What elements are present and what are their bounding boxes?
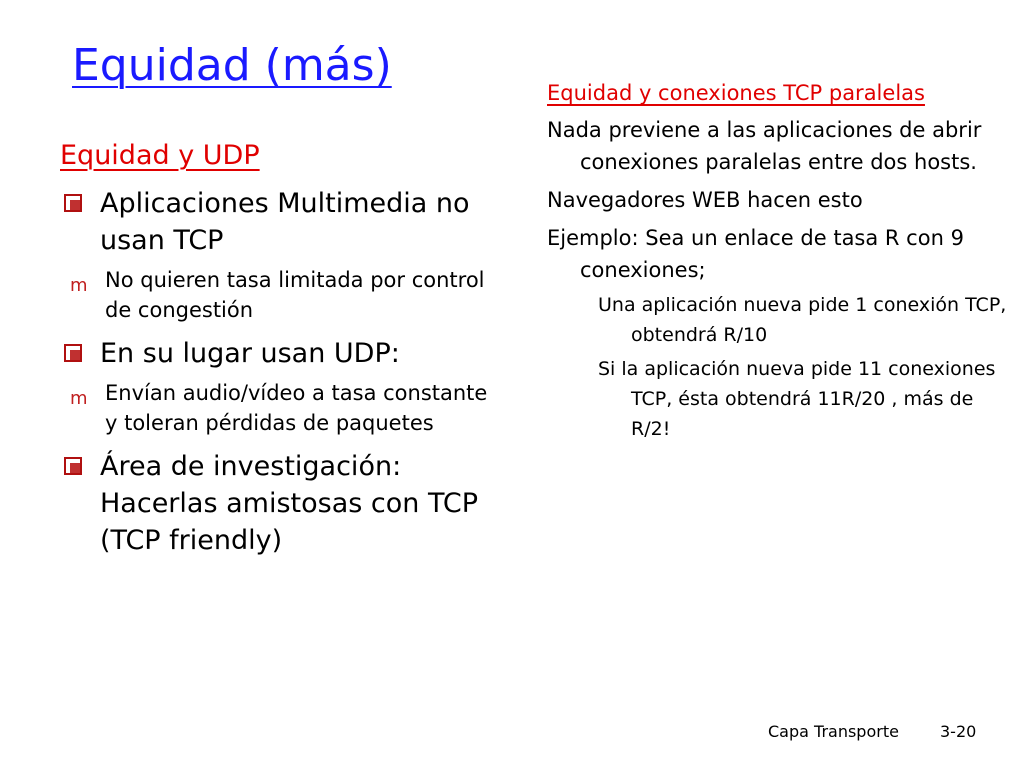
sub-bullet-text: No quieren tasa limitada por control de congestión: [105, 268, 485, 322]
square-bullet-icon: [64, 457, 82, 475]
footer-section-title: Capa Transporte: [768, 722, 899, 741]
paragraph: Nada previene a las aplicaciones de abrir conexiones paralelas entre dos hosts.: [547, 118, 982, 174]
slide-title: Equidad (más): [72, 40, 392, 91]
circle-bullet-icon: m: [70, 275, 88, 296]
page-number: 3-20: [940, 722, 977, 741]
bullet-item: [60, 448, 490, 559]
sub-bullet-item: [20, 265, 490, 325]
right-column: [547, 78, 1017, 444]
bullet-item: [60, 335, 490, 372]
left-heading: Equidad y UDP: [60, 140, 260, 171]
bullet-text: En su lugar usan UDP:: [100, 338, 400, 369]
sub-paragraph: Si la aplicación nueva pide 11 conexiones TCP, ésta obtendrá 11R/20 , más de R/2!: [598, 358, 996, 440]
square-bullet-icon: [64, 344, 82, 362]
right-heading: Equidad y conexiones TCP paralelas: [547, 81, 925, 105]
bullet-text: Aplicaciones Multimedia no usan TCP: [100, 188, 470, 256]
left-column: [60, 137, 490, 559]
paragraph: Ejemplo: Sea un enlace de tasa R con 9 conexiones;: [547, 226, 964, 282]
square-bullet-icon: [64, 194, 82, 212]
circle-bullet-icon: m: [70, 388, 88, 409]
bullet-item: [60, 185, 490, 259]
sub-bullet-text: Envían audio/vídeo a tasa constante y toleran pérdidas de paquetes: [105, 381, 488, 435]
bullet-text: Área de investigación: Hacerlas amistosas con TCP (TCP friendly): [100, 451, 478, 556]
paragraph: Navegadores WEB hacen esto: [547, 188, 863, 212]
sub-paragraph: Una aplicación nueva pide 1 conexión TCP, obtendrá R/10: [598, 294, 1007, 346]
sub-bullet-item: [20, 378, 490, 438]
